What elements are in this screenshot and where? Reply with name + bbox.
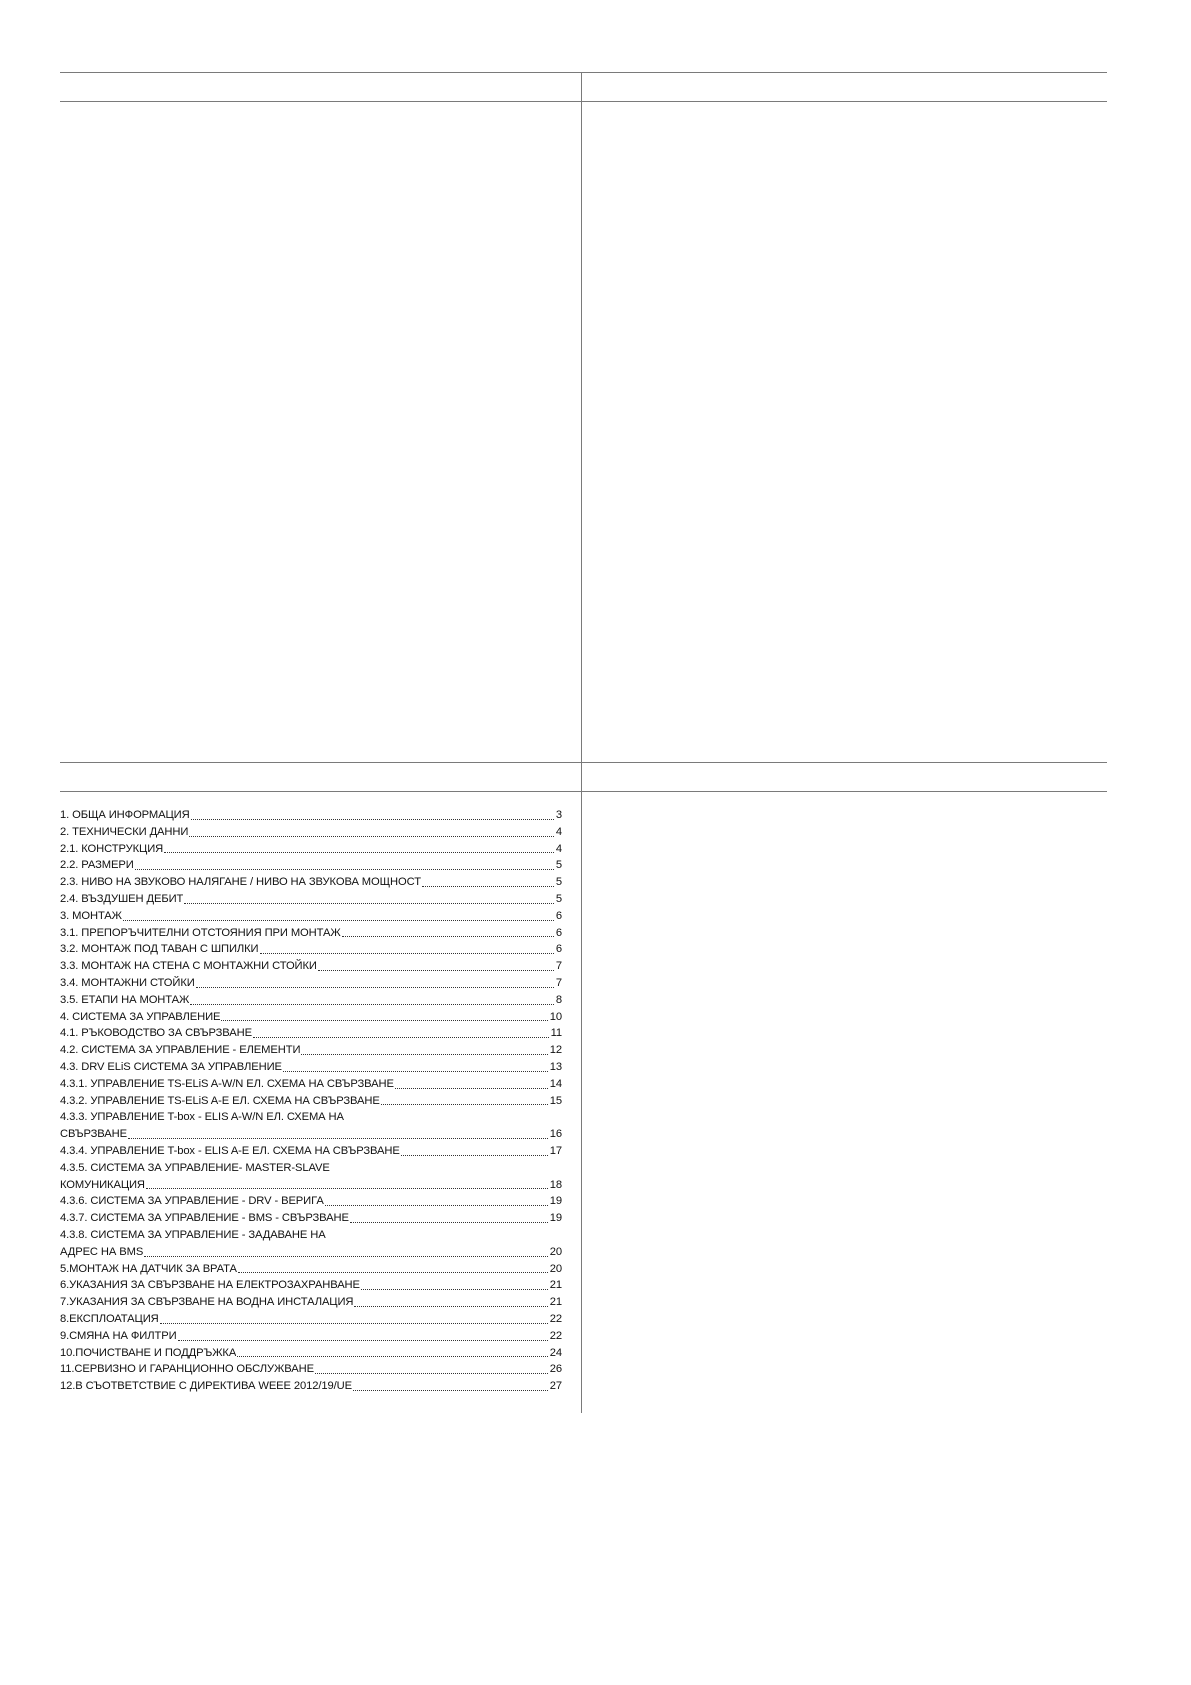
toc-entry-label: 4. СИСТЕМА ЗА УПРАВЛЕНИЕ [60,1010,221,1023]
toc-entry-label: 4.2. СИСТЕМА ЗА УПРАВЛЕНИЕ - ЕЛЕМЕНТИ [60,1044,301,1057]
toc-entry[interactable] [60,941,562,958]
toc-entry[interactable] [60,975,562,992]
toc-page-number: 11 [550,1027,562,1040]
toc-page-number: 5 [555,876,562,889]
toc-page-number: 5 [555,859,562,872]
toc-dot-leader [221,1020,547,1021]
toc-page-number: 4 [555,825,562,838]
toc-page-number: 27 [549,1380,562,1393]
toc-page-number: 6 [555,909,562,922]
toc-entry[interactable] [60,1009,562,1026]
toc-entry-label: 1. ОБЩА ИНФОРМАЦИЯ [60,809,190,821]
toc-entry-label: 2.4. ВЪЗДУШЕН ДЕБИТ [60,892,184,905]
toc-entry-label: 3.2. МОНТАЖ ПОД ТАВАН С ШПИЛКИ [60,943,259,956]
toc-entry-label: 6.УКАЗАНИЯ ЗА СВЪРЗВАНЕ НА ЕЛЕКТРОЗАХРАНВАНЕ [60,1279,360,1292]
toc-dot-leader [283,1071,548,1072]
toc-entry-label: 4.3.4. УПРАВЛЕНИЕ T-box - ELIS A-E ЕЛ. СХЕМА НА СВЪРЗВАНЕ [60,1144,400,1157]
toc-entry-label-line2: СВЪРЗВАНЕ [60,1128,127,1141]
toc-entry-label: 2.3. НИВО НА ЗВУКОВО НАЛЯГАНЕ / НИВО НА ЗВУКОВА МОЩНОСТ [60,876,421,889]
toc-dot-leader [422,886,554,887]
toc-dot-leader [146,1188,548,1189]
toc-entry[interactable] [60,1378,562,1395]
toc-page-number: 12 [549,1044,562,1057]
toc-dot-leader [144,1256,548,1257]
toc-page-number: 5 [555,892,562,905]
toc-entry[interactable] [60,1294,562,1311]
toc-entry[interactable] [60,1311,562,1328]
toc-page-number: 20 [549,1245,562,1258]
toc-dot-leader [350,1222,548,1223]
toc-entry-label-line1: 4.3.5. СИСТЕМА ЗА УПРАВЛЕНИЕ- MASTER-SLAVE [60,1161,330,1174]
column-divider [581,72,582,1413]
toc-entry[interactable] [60,1328,562,1345]
toc-entry[interactable] [60,1210,562,1227]
toc-dot-leader [401,1155,548,1156]
toc-dot-leader [325,1205,548,1206]
toc-page-number: 3 [555,809,562,821]
toc-page-number: 7 [555,960,562,973]
toc-page-number: 22 [549,1329,562,1342]
toc-dot-leader [361,1289,548,1290]
toc-entry-last-line [60,1177,562,1194]
toc-page-number: 19 [549,1212,562,1225]
toc-page-number: 16 [549,1128,562,1141]
toc-entry[interactable] [60,1143,562,1160]
toc-dot-leader [315,1373,548,1374]
toc-dot-leader [196,987,554,988]
toc-entry[interactable] [60,857,562,874]
toc-dot-leader [184,903,554,904]
toc-dot-leader [164,852,554,853]
toc-entry[interactable] [60,1109,562,1143]
toc-entry[interactable] [60,908,562,925]
toc-entry[interactable] [60,1160,562,1194]
toc-entry[interactable] [60,874,562,891]
toc-entry-label: 8.ЕКСПЛОАТАЦИЯ [60,1312,159,1325]
toc-entry[interactable] [60,1277,562,1294]
toc-page-number: 4 [555,842,562,855]
toc-entry-label: 7.УКАЗАНИЯ ЗА СВЪРЗВАНЕ НА ВОДНА ИНСТАЛАЦИЯ [60,1296,354,1309]
toc-entry-label-line1: 4.3.3. УПРАВЛЕНИЕ T-box - ELIS A-W/N ЕЛ. СХЕМА НА [60,1111,344,1124]
header-bottom-rule [60,101,1107,102]
table-of-contents [60,807,562,1395]
toc-dot-leader [253,1037,549,1038]
toc-dot-leader [160,1323,548,1324]
toc-entry-label: 3. МОНТАЖ [60,909,122,922]
toc-entry-label: 4.3.2. УПРАВЛЕНИЕ TS-ELiS A-E ЕЛ. СХЕМА НА СВЪРЗВАНЕ [60,1094,380,1107]
toc-entry[interactable] [60,1261,562,1278]
toc-entry-label: 4.3. DRV ELiS СИСТЕМА ЗА УПРАВЛЕНИЕ [60,1060,282,1073]
toc-dot-leader [301,1054,547,1055]
top-rule [60,72,1107,73]
toc-entry[interactable] [60,1193,562,1210]
toc-dot-leader [238,1272,548,1273]
toc-dot-leader [353,1390,548,1391]
toc-entry[interactable] [60,1025,562,1042]
middle-bottom-rule [60,791,1107,792]
toc-entry-label: 3.5. ЕТАПИ НА МОНТАЖ [60,993,190,1006]
toc-entry[interactable] [60,841,562,858]
toc-page-number: 19 [549,1195,562,1208]
toc-entry-label-line1: 4.3.8. СИСТЕМА ЗА УПРАВЛЕНИЕ - ЗАДАВАНЕ НА [60,1228,326,1241]
toc-entry[interactable] [60,925,562,942]
toc-page-number: 6 [555,926,562,939]
toc-entry-last-line [60,1126,562,1143]
toc-entry-label-line2: КОМУНИКАЦИЯ [60,1178,145,1191]
toc-dot-leader [381,1104,548,1105]
toc-dot-leader [189,836,554,837]
toc-page-number: 21 [549,1279,562,1292]
toc-dot-leader [178,1340,548,1341]
toc-entry-label: 2.1. КОНСТРУКЦИЯ [60,842,164,855]
toc-dot-leader [318,970,554,971]
toc-entry-label: 3.4. МОНТАЖНИ СТОЙКИ [60,976,195,989]
toc-dot-leader [128,1138,548,1139]
toc-entry-label: 9.СМЯНА НА ФИЛТРИ [60,1329,177,1342]
toc-page-number: 21 [549,1296,562,1309]
toc-page-number: 14 [549,1077,562,1090]
middle-top-rule [60,762,1107,763]
toc-dot-leader [135,869,554,870]
toc-entry[interactable] [60,1093,562,1110]
toc-dot-leader [342,936,554,937]
toc-page-number: 15 [549,1094,562,1107]
toc-entry-label-line2: АДРЕС НА BMS [60,1245,144,1258]
toc-page-number: 22 [549,1312,562,1325]
toc-page-number: 6 [555,943,562,956]
toc-entry-label: 11.СЕРВИЗНО И ГАРАНЦИОННО ОБСЛУЖВАНЕ [60,1363,314,1376]
toc-entry[interactable] [60,1227,562,1261]
toc-entry[interactable] [60,807,562,824]
toc-entry[interactable] [60,1059,562,1076]
toc-entry-last-line [60,1244,562,1261]
toc-entry-label: 4.3.1. УПРАВЛЕНИЕ TS-ELiS A-W/N ЕЛ. СХЕМА НА СВЪРЗВАНЕ [60,1077,394,1090]
toc-page-number: 7 [555,976,562,989]
toc-entry[interactable] [60,824,562,841]
toc-entry-label: 2. ТЕХНИЧЕСКИ ДАННИ [60,825,189,838]
toc-page-number: 8 [555,993,562,1006]
toc-page-number: 24 [549,1346,562,1359]
toc-entry-label: 4.3.6. СИСТЕМА ЗА УПРАВЛЕНИЕ - DRV - ВЕРИГА [60,1195,324,1208]
toc-page-number: 17 [549,1144,562,1157]
toc-entry-label: 10.ПОЧИСТВАНЕ И ПОДДРЪЖКА [60,1346,237,1359]
toc-page-number: 18 [549,1178,562,1191]
toc-entry-label: 3.1. ПРЕПОРЪЧИТЕЛНИ ОТСТОЯНИЯ ПРИ МОНТАЖ [60,926,341,939]
toc-entry[interactable] [60,891,562,908]
toc-dot-leader [190,1004,554,1005]
toc-entry-label: 2.2. РАЗМЕРИ [60,859,134,872]
toc-dot-leader [237,1356,548,1357]
toc-entry[interactable] [60,1345,562,1362]
toc-dot-leader [260,953,554,954]
toc-entry[interactable] [60,1042,562,1059]
toc-dot-leader [354,1306,547,1307]
toc-entry[interactable] [60,958,562,975]
toc-entry[interactable] [60,992,562,1009]
toc-entry-label: 5.МОНТАЖ НА ДАТЧИК ЗА ВРАТА [60,1262,237,1275]
toc-page-number: 20 [549,1262,562,1275]
toc-dot-leader [395,1088,548,1089]
toc-entry-label: 12.В СЪОТВЕТСТВИЕ С ДИРЕКТИВА WEEE 2012/19/UE [60,1380,353,1393]
toc-entry-label: 4.3.7. СИСТЕМА ЗА УПРАВЛЕНИЕ - BMS - СВЪРЗВАНЕ [60,1212,349,1225]
toc-dot-leader [123,920,554,921]
toc-entry-label: 3.3. МОНТАЖ НА СТЕНА С МОНТАЖНИ СТОЙКИ [60,960,317,973]
toc-page-number: 13 [549,1060,562,1073]
toc-page-number: 10 [549,1010,562,1023]
toc-entry[interactable] [60,1361,562,1378]
toc-entry-label: 4.1. РЪКОВОДСТВО ЗА СВЪРЗВАНЕ [60,1027,253,1040]
toc-page-number: 26 [549,1363,562,1376]
toc-entry[interactable] [60,1076,562,1093]
toc-dot-leader [191,819,554,820]
